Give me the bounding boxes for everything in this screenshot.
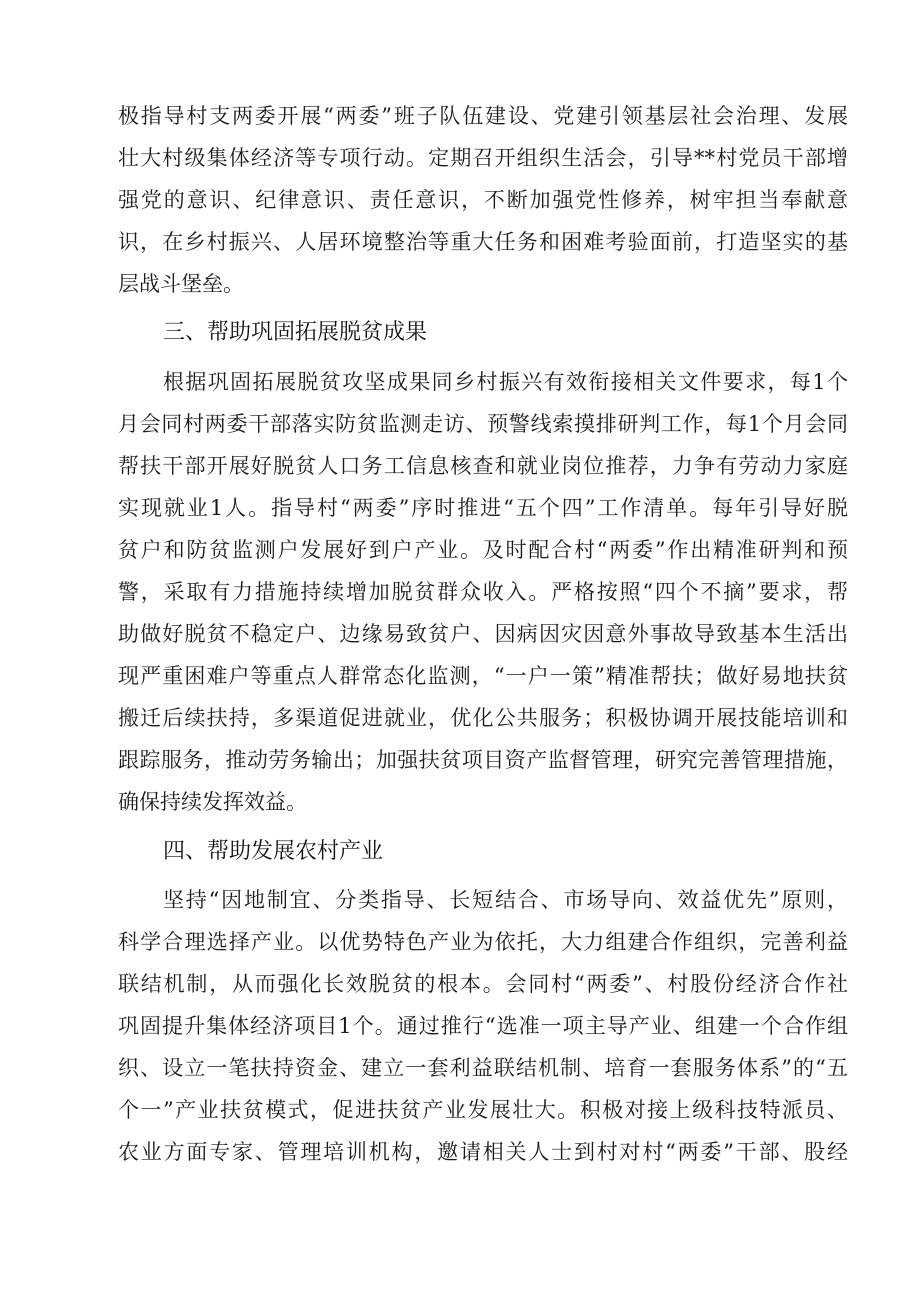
section4-line-5: 织、设立一笔扶持资金、建立一套利益联结机制、培育一套服务体系”的“五 — [118, 1056, 848, 1080]
section3-line-10: 跟踪服务，推动劳务输出；加强扶贫项目资产监督管理，研究完善管理措施， — [118, 748, 848, 772]
section3-line-11: 确保持续发挥效益。 — [118, 790, 307, 814]
section4-line-7: 农业方面专家、管理培训机构，邀请相关人士到村对村“两委”干部、股经 — [118, 1140, 848, 1164]
section-heading-3: 三、帮助巩固拓展脱贫成果 — [163, 320, 428, 345]
section3-line-2: 月会同村两委干部落实防贫监测走访、预警线索摸排研判工作，每1个月会同 — [118, 412, 848, 436]
intro-line-3: 强党的意识、纪律意识、责任意识，不断加强党性修养，树牢担当奉献意 — [118, 188, 848, 212]
section3-line-7: 助做好脱贫不稳定户、边缘易致贫户、因病因灾因意外事故导致基本生活出 — [118, 622, 848, 646]
section3-line-8: 现严重困难户等重点人群常态化监测，“一户一策”精准帮扶；做好易地扶贫 — [118, 664, 848, 688]
section4-line-2: 科学合理选择产业。以优势特色产业为依托，大力组建合作组织，完善利益 — [118, 930, 848, 954]
section3-line-6: 警，采取有力措施持续增加脱贫群众收入。严格按照“四个不摘”要求，帮 — [118, 580, 848, 604]
intro-line-1: 极指导村支两委开展“两委”班子队伍建设、党建引领基层社会治理、发展 — [118, 104, 848, 128]
section4-line-3: 联结机制，从而强化长效脱贫的根本。会同村“两委”、村股份经济合作社 — [118, 972, 848, 996]
section3-line-9: 搬迁后续扶持，多渠道促进就业，优化公共服务；积极协调开展技能培训和 — [118, 706, 848, 730]
section4-line-4: 巩固提升集体经济项目1个。通过推行“选准一项主导产业、组建一个合作组 — [118, 1014, 848, 1038]
section3-line-4: 实现就业1人。指导村“两委”序时推进“五个四”工作清单。每年引导好脱 — [118, 496, 848, 520]
section4-line-1: 坚持“因地制宜、分类指导、长短结合、市场导向、效益优先”原则， — [163, 888, 848, 912]
intro-line-4: 识，在乡村振兴、人居环境整治等重大任务和困难考验面前，打造坚实的基 — [118, 230, 848, 254]
section3-line-3: 帮扶干部开展好脱贫人口务工信息核查和就业岗位推荐，力争有劳动力家庭 — [118, 454, 848, 478]
section3-line-1: 根据巩固拓展脱贫攻坚成果同乡村振兴有效衔接相关文件要求，每1个 — [163, 370, 848, 394]
section3-line-5: 贫户和防贫监测户发展好到户产业。及时配合村“两委”作出精准研判和预 — [118, 538, 848, 562]
section4-line-6: 个一”产业扶贫模式，促进扶贫产业发展壮大。积极对接上级科技特派员、 — [118, 1098, 848, 1122]
intro-line-2: 壮大村级集体经济等专项行动。定期召开组织生活会，引导**村党员干部增 — [118, 146, 848, 170]
intro-line-5: 层战斗堡垒。 — [118, 272, 244, 296]
section-heading-4: 四、帮助发展农村产业 — [163, 839, 384, 864]
